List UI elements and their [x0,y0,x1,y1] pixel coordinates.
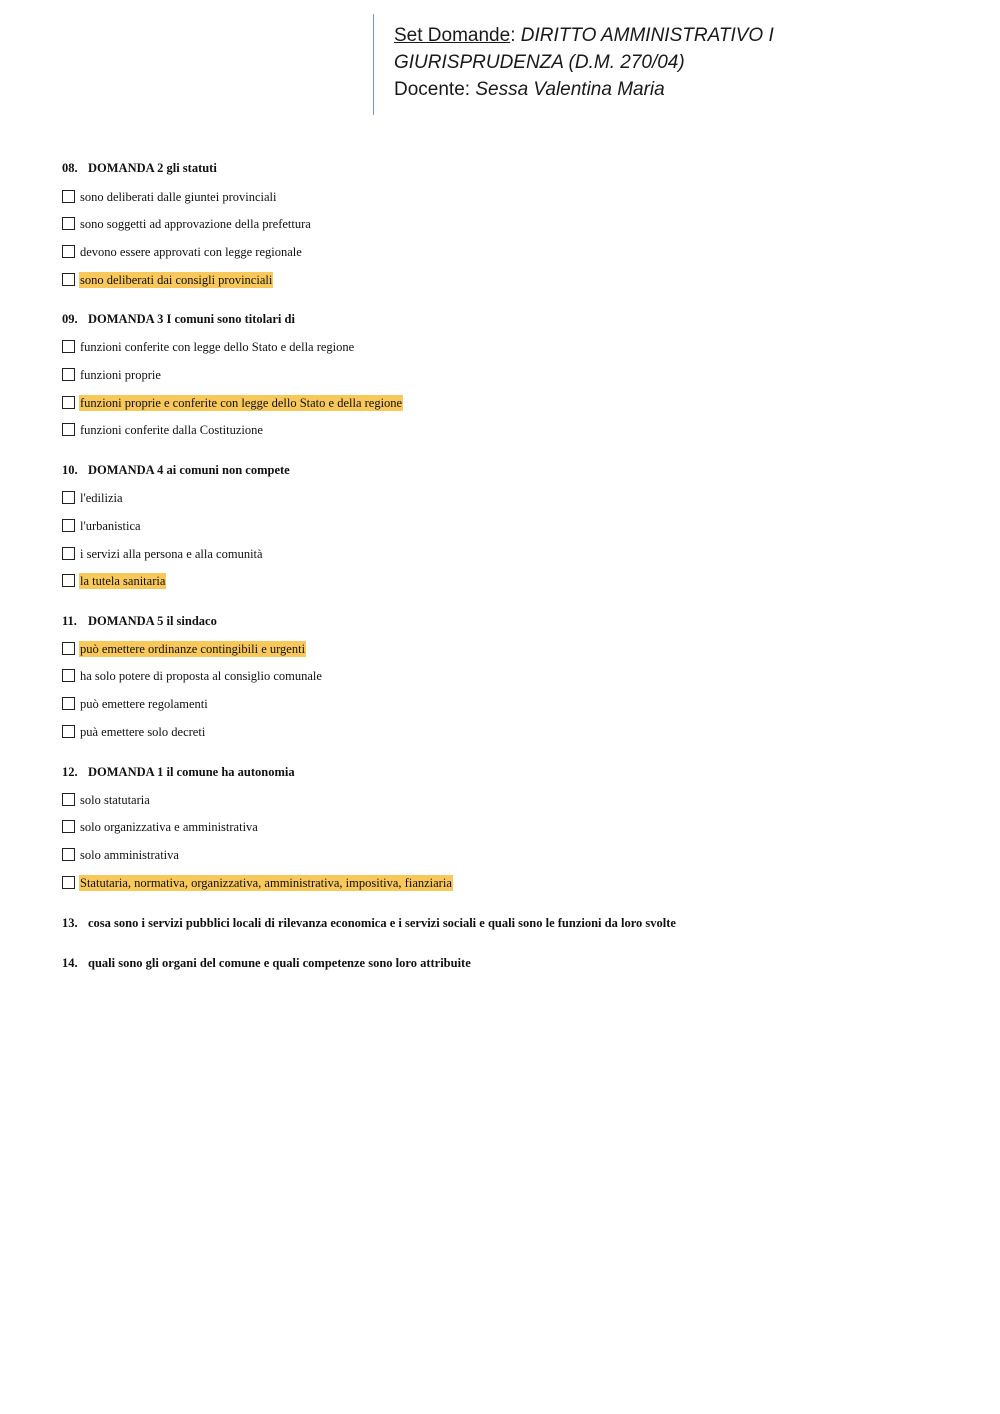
answer-checkbox[interactable] [62,697,75,710]
answer-checkbox[interactable] [62,368,75,381]
answer-text-highlighted: funzioni proprie e conferite con legge dello Stato e della regione [80,395,403,410]
answer-checkbox[interactable] [62,820,75,833]
question-08 [62,161,217,176]
answer-text: può emettere regolamenti [80,696,208,711]
answer-option[interactable] [62,667,323,684]
question-10 [62,463,290,478]
question-number: 10. [62,463,78,477]
answer-text: devono essere approvati con legge regionale [80,244,302,259]
answer-text: l'urbanistica [80,518,141,533]
answer-text-highlighted: può emettere ordinanze contingibili e urgenti [80,641,306,656]
docente-label: Docente: [394,79,471,100]
answer-text: funzioni conferite con legge dello Stato e della regione [80,339,355,354]
question-number: 11. [62,614,77,628]
answer-checkbox[interactable] [62,396,75,409]
answer-text: funzioni proprie [80,367,161,382]
set-label: Set Domande [394,25,511,46]
answer-text: funzioni conferite dalla Costituzione [80,422,263,437]
question-09 [62,312,295,327]
question-text: DOMANDA 2 gli statuti [88,161,217,175]
answer-checkbox[interactable] [62,669,75,682]
answer-checkbox[interactable] [62,217,75,230]
question-number: 13. [62,916,78,930]
answer-checkbox[interactable] [62,547,75,560]
answer-option[interactable] [62,489,124,506]
answer-text-highlighted: sono deliberati dai consigli provinciali [80,272,273,287]
answer-option[interactable] [62,517,142,534]
answer-checkbox[interactable] [62,574,75,587]
answer-option[interactable] [62,394,403,411]
answer-option[interactable] [62,215,312,232]
header-docente-line [394,76,665,103]
answer-option[interactable] [62,545,264,562]
answer-checkbox[interactable] [62,423,75,436]
answer-checkbox[interactable] [62,245,75,258]
answer-text-highlighted: la tutela sanitaria [80,573,166,588]
answer-checkbox[interactable] [62,848,75,861]
answer-checkbox[interactable] [62,642,75,655]
answer-text: solo amministrativa [80,847,179,862]
question-number: 09. [62,312,78,326]
answer-checkbox[interactable] [62,491,75,504]
question-text: DOMANDA 4 ai comuni non compete [88,463,290,477]
document-header [373,14,934,115]
docente-name: Sessa Valentina Maria [475,79,665,100]
question-13 [62,916,676,931]
answer-text: i servizi alla persona e alla comunità [80,546,263,561]
question-text: DOMANDA 1 il comune ha autonomia [88,765,295,779]
answer-option[interactable] [62,243,303,260]
answer-text: sono soggetti ad approvazione della prefettura [80,216,311,231]
answer-option[interactable] [62,188,277,205]
answer-checkbox[interactable] [62,273,75,286]
answer-option[interactable] [62,695,209,712]
question-text: DOMANDA 5 il sindaco [88,614,217,628]
answer-text: l'edilizia [80,490,123,505]
answer-option[interactable] [62,421,264,438]
answer-checkbox[interactable] [62,340,75,353]
question-number: 08. [62,161,78,175]
answer-text: sono deliberati dalle giuntei provinciali [80,189,277,204]
answer-checkbox[interactable] [62,876,75,889]
answer-checkbox[interactable] [62,190,75,203]
header-set-line [394,22,774,49]
answer-text: puà emettere solo decreti [80,724,206,739]
question-text: quali sono gli organi del comune e quali competenze sono loro attribuite [88,956,471,970]
answer-text: ha solo potere di proposta al consiglio comunale [80,668,322,683]
set-title-line-2: GIURISPRUDENZA (D.M. 270/04) [394,52,685,73]
question-number: 14. [62,956,78,970]
answer-option[interactable] [62,640,306,657]
answer-option[interactable] [62,572,166,589]
header-title-line [394,49,685,76]
answer-option[interactable] [62,818,259,835]
answer-option[interactable] [62,723,206,740]
answer-option[interactable] [62,874,453,891]
answer-text-highlighted: Statutaria, normativa, organizzativa, amministrativa, impositiva, fianziaria [80,875,452,890]
answer-text: solo statutaria [80,792,150,807]
answer-text: solo organizzativa e amministrativa [80,819,258,834]
answer-checkbox[interactable] [62,519,75,532]
answer-checkbox[interactable] [62,725,75,738]
answer-option[interactable] [62,791,151,808]
question-number: 12. [62,765,78,779]
set-title-line-1: DIRITTO AMMINISTRATIVO I [520,25,774,46]
answer-checkbox[interactable] [62,793,75,806]
question-12 [62,765,295,780]
question-14 [62,956,471,971]
question-text: DOMANDA 3 I comuni sono titolari di [88,312,295,326]
set-colon: : [510,25,516,46]
answer-option[interactable] [62,366,162,383]
answer-option[interactable] [62,338,355,355]
answer-option[interactable] [62,846,180,863]
answer-option[interactable] [62,271,273,288]
question-text: cosa sono i servizi pubblici locali di rilevanza economica e i servizi sociali e quali sono le funzioni da loro svolte [88,916,676,930]
question-11 [62,614,217,629]
